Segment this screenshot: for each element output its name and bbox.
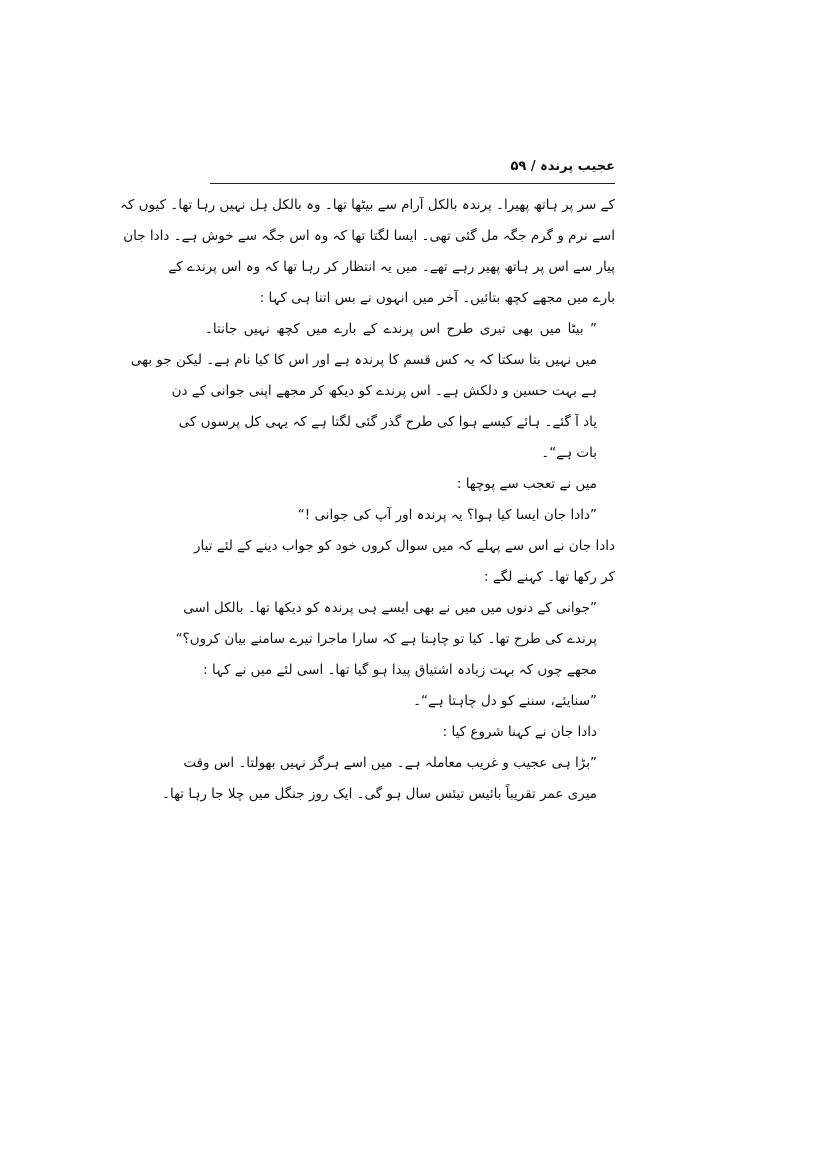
text-line: ”دادا جان ایسا کیا ہوا؟ یہ پرندہ اور آپ کی جوانی !“ xyxy=(297,507,597,523)
text-line: دادا جان نے کہنا شروع کیا : xyxy=(442,724,597,740)
text-line: میری عمر تقریباً بائیس تیئس سال ہو گی۔ ایک روز جنگل میں چلا جا رہا تھا۔ xyxy=(162,786,597,802)
text-line: ”بڑا ہی عجیب و غریب معاملہ ہے۔ میں اسے ہرگز نہیں بھولتا۔ اس وقت xyxy=(183,755,597,771)
text-line: اسے نرم و گرم جگہ مل گئی تھی۔ ایسا لگتا تھا کہ وہ اس جگہ سے خوش ہے۔ دادا جان xyxy=(123,228,615,244)
text-line: بارے میں مجھے کچھ بتائیں۔ آخر میں انہوں نے بس اتنا ہی کہا : xyxy=(259,290,615,306)
text-line: دادا جان نے اس سے پہلے کہ میں سوال کروں خود کو جواب دینے کے لئے تیار xyxy=(194,538,615,554)
text-line: کے سر پر ہاتھ پھیرا۔ پرندہ بالکل آرام سے بیٹھا تھا۔ وہ بالکل ہل نہیں رہا تھا۔ کیوں کہ xyxy=(119,197,615,213)
text-line: بات ہے“۔ xyxy=(541,445,597,461)
text-line: پرندے کی طرح تھا۔ کیا تو چاہتا ہے کہ سارا ماجرا تیرے سامنے بیان کروں؟“ xyxy=(175,631,597,647)
page-header xyxy=(210,157,615,184)
text-line: پیار سے اس پر ہاتھ پھیر رہے تھے۔ میں یہ انتظار کر رہا تھا کہ وہ اس پرندے کے xyxy=(168,259,615,275)
text-line: ہے بہت حسین و دلکش ہے۔ اس پرندے کو دیکھ کر مجھے اپنی جوانی کے دن xyxy=(171,383,597,399)
text-line: ”سنایئے، سننے کو دل چاہتا ہے“۔ xyxy=(413,693,597,709)
text-line: کر رکھا تھا۔ کہنے لگے : xyxy=(484,569,615,585)
running-title: عجیب پرندہ / ۵۹ xyxy=(510,159,615,174)
body-text xyxy=(119,190,615,810)
text-line: ” بیٹا میں بھی تیری طرح اس پرندے کے بارے میں کچھ نہیں جانتا۔ xyxy=(205,321,597,337)
text-line: مجھے چوں کہ بہت زیادہ اشتیاق پیدا ہو گیا تھا۔ اسی لئے میں نے کہا : xyxy=(203,662,597,678)
text-line: میں نہیں بتا سکتا کہ یہ کس قسم کا پرندہ ہے اور اس کا کیا نام ہے۔ لیکن جو بھی xyxy=(130,352,597,368)
text-line: میں نے تعجب سے پوچھا : xyxy=(456,476,597,492)
text-line: یاد آ گئے۔ ہائے کیسے ہوا کی طرح گذر گئی لگتا ہے کہ یہی کل پرسوں کی xyxy=(178,414,597,430)
text-line: ”جوانی کے دنوں میں میں نے بھی ایسے ہی پرندہ کو دیکھا تھا۔ بالکل اسی xyxy=(183,600,597,616)
